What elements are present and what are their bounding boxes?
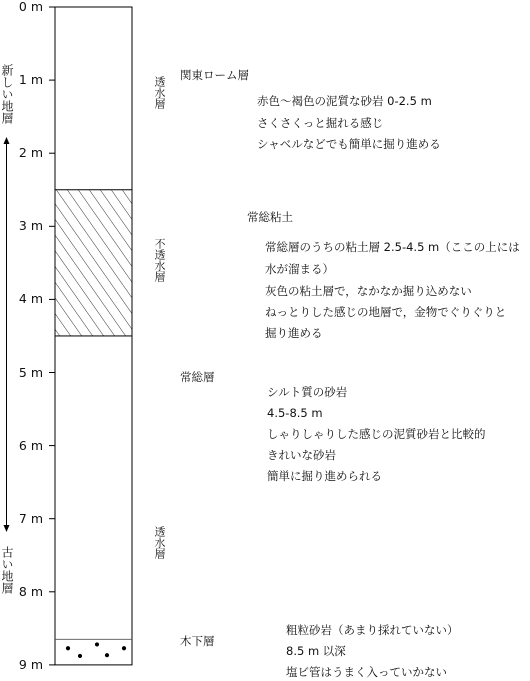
gravel-pebble-1 — [66, 646, 70, 650]
depth-label-1: 1 m — [18, 72, 43, 88]
depth-label-5: 5 m — [18, 364, 43, 380]
layer-name-kioroshi: 木下層 — [180, 634, 215, 648]
gravel-pebble-5 — [122, 646, 126, 650]
depth-label-6: 6 m — [18, 437, 43, 453]
layer-desc-joso-formation-5: 簡単に掘り進められる — [267, 469, 382, 483]
layer-desc-joso-clay-4: ねっとりした感じの地層で，金物でぐりぐりと — [265, 305, 507, 319]
layer-desc-joso-formation-2: 4.5-8.5 m — [267, 406, 323, 420]
depth-label-4: 4 m — [18, 291, 43, 307]
layer-desc-joso-clay-1: 常総層のうちの粘土層 2.5-4.5 m（ここの上には — [265, 240, 520, 254]
clay-layer-hatch — [55, 190, 132, 336]
depth-label-2: 2 m — [18, 145, 43, 161]
impermeable-layer-label: 不透水層 — [153, 238, 166, 282]
layer-desc-joso-clay-2: 水が溜まる） — [265, 262, 334, 276]
depth-ticks — [49, 7, 55, 665]
layer-name-joso-formation: 常総層 — [180, 370, 215, 384]
permeable-layer-label-lower: 透水層 — [153, 526, 166, 559]
new-strata-label: 新しい地層 — [0, 64, 14, 124]
layer-desc-joso-formation-1: シルト質の砂岩 — [267, 385, 348, 399]
gravel-pebble-4 — [105, 653, 109, 657]
depth-label-7: 7 m — [18, 510, 43, 526]
layer-desc-kanto-loam-2: さくさくっと掘れる感じ — [257, 116, 384, 130]
permeable-layer-label-upper: 透水層 — [153, 76, 166, 109]
layer-desc-joso-clay-5: 掘り進める — [265, 326, 323, 340]
layer-desc-joso-clay-3: 灰色の粘土層で，なかなか掘り込めない — [265, 284, 472, 298]
layer-desc-joso-formation-3: しゃりしゃりした感じの泥質砂岩と比較的 — [267, 427, 486, 441]
age-arrow-head-up — [4, 137, 10, 144]
depth-label-9: 9 m — [18, 656, 43, 672]
age-arrow — [4, 137, 10, 532]
gravel-pebble-2 — [78, 654, 82, 658]
depth-label-8: 8 m — [18, 583, 43, 599]
layer-name-kanto-loam: 関東ローム層 — [180, 68, 249, 82]
layer-desc-kanto-loam-3: シャベルなどでも簡単に掘り進める — [257, 137, 441, 151]
layer-desc-kioroshi-1: 粗粒砂岩（あまり採れていない） — [286, 623, 459, 637]
layer-desc-joso-formation-4: きれいな砂岩 — [267, 448, 336, 462]
layer-desc-kioroshi-3: 塩ビ管はうまく入っていかない — [286, 665, 447, 679]
layer-desc-kanto-loam-1: 赤色～褐色の泥質な砂岩 0-2.5 m — [257, 94, 432, 108]
age-arrow-head-down — [4, 525, 10, 532]
layer-name-joso-clay: 常総粘土 — [247, 210, 293, 224]
gravel-pebble-3 — [95, 642, 99, 646]
soil-column — [55, 7, 132, 665]
depth-label-3: 3 m — [18, 218, 43, 234]
depth-label-0: 0 m — [18, 0, 43, 14]
old-strata-label: 古い地層 — [0, 546, 14, 594]
layer-desc-kioroshi-2: 8.5 m 以深 — [286, 644, 346, 658]
